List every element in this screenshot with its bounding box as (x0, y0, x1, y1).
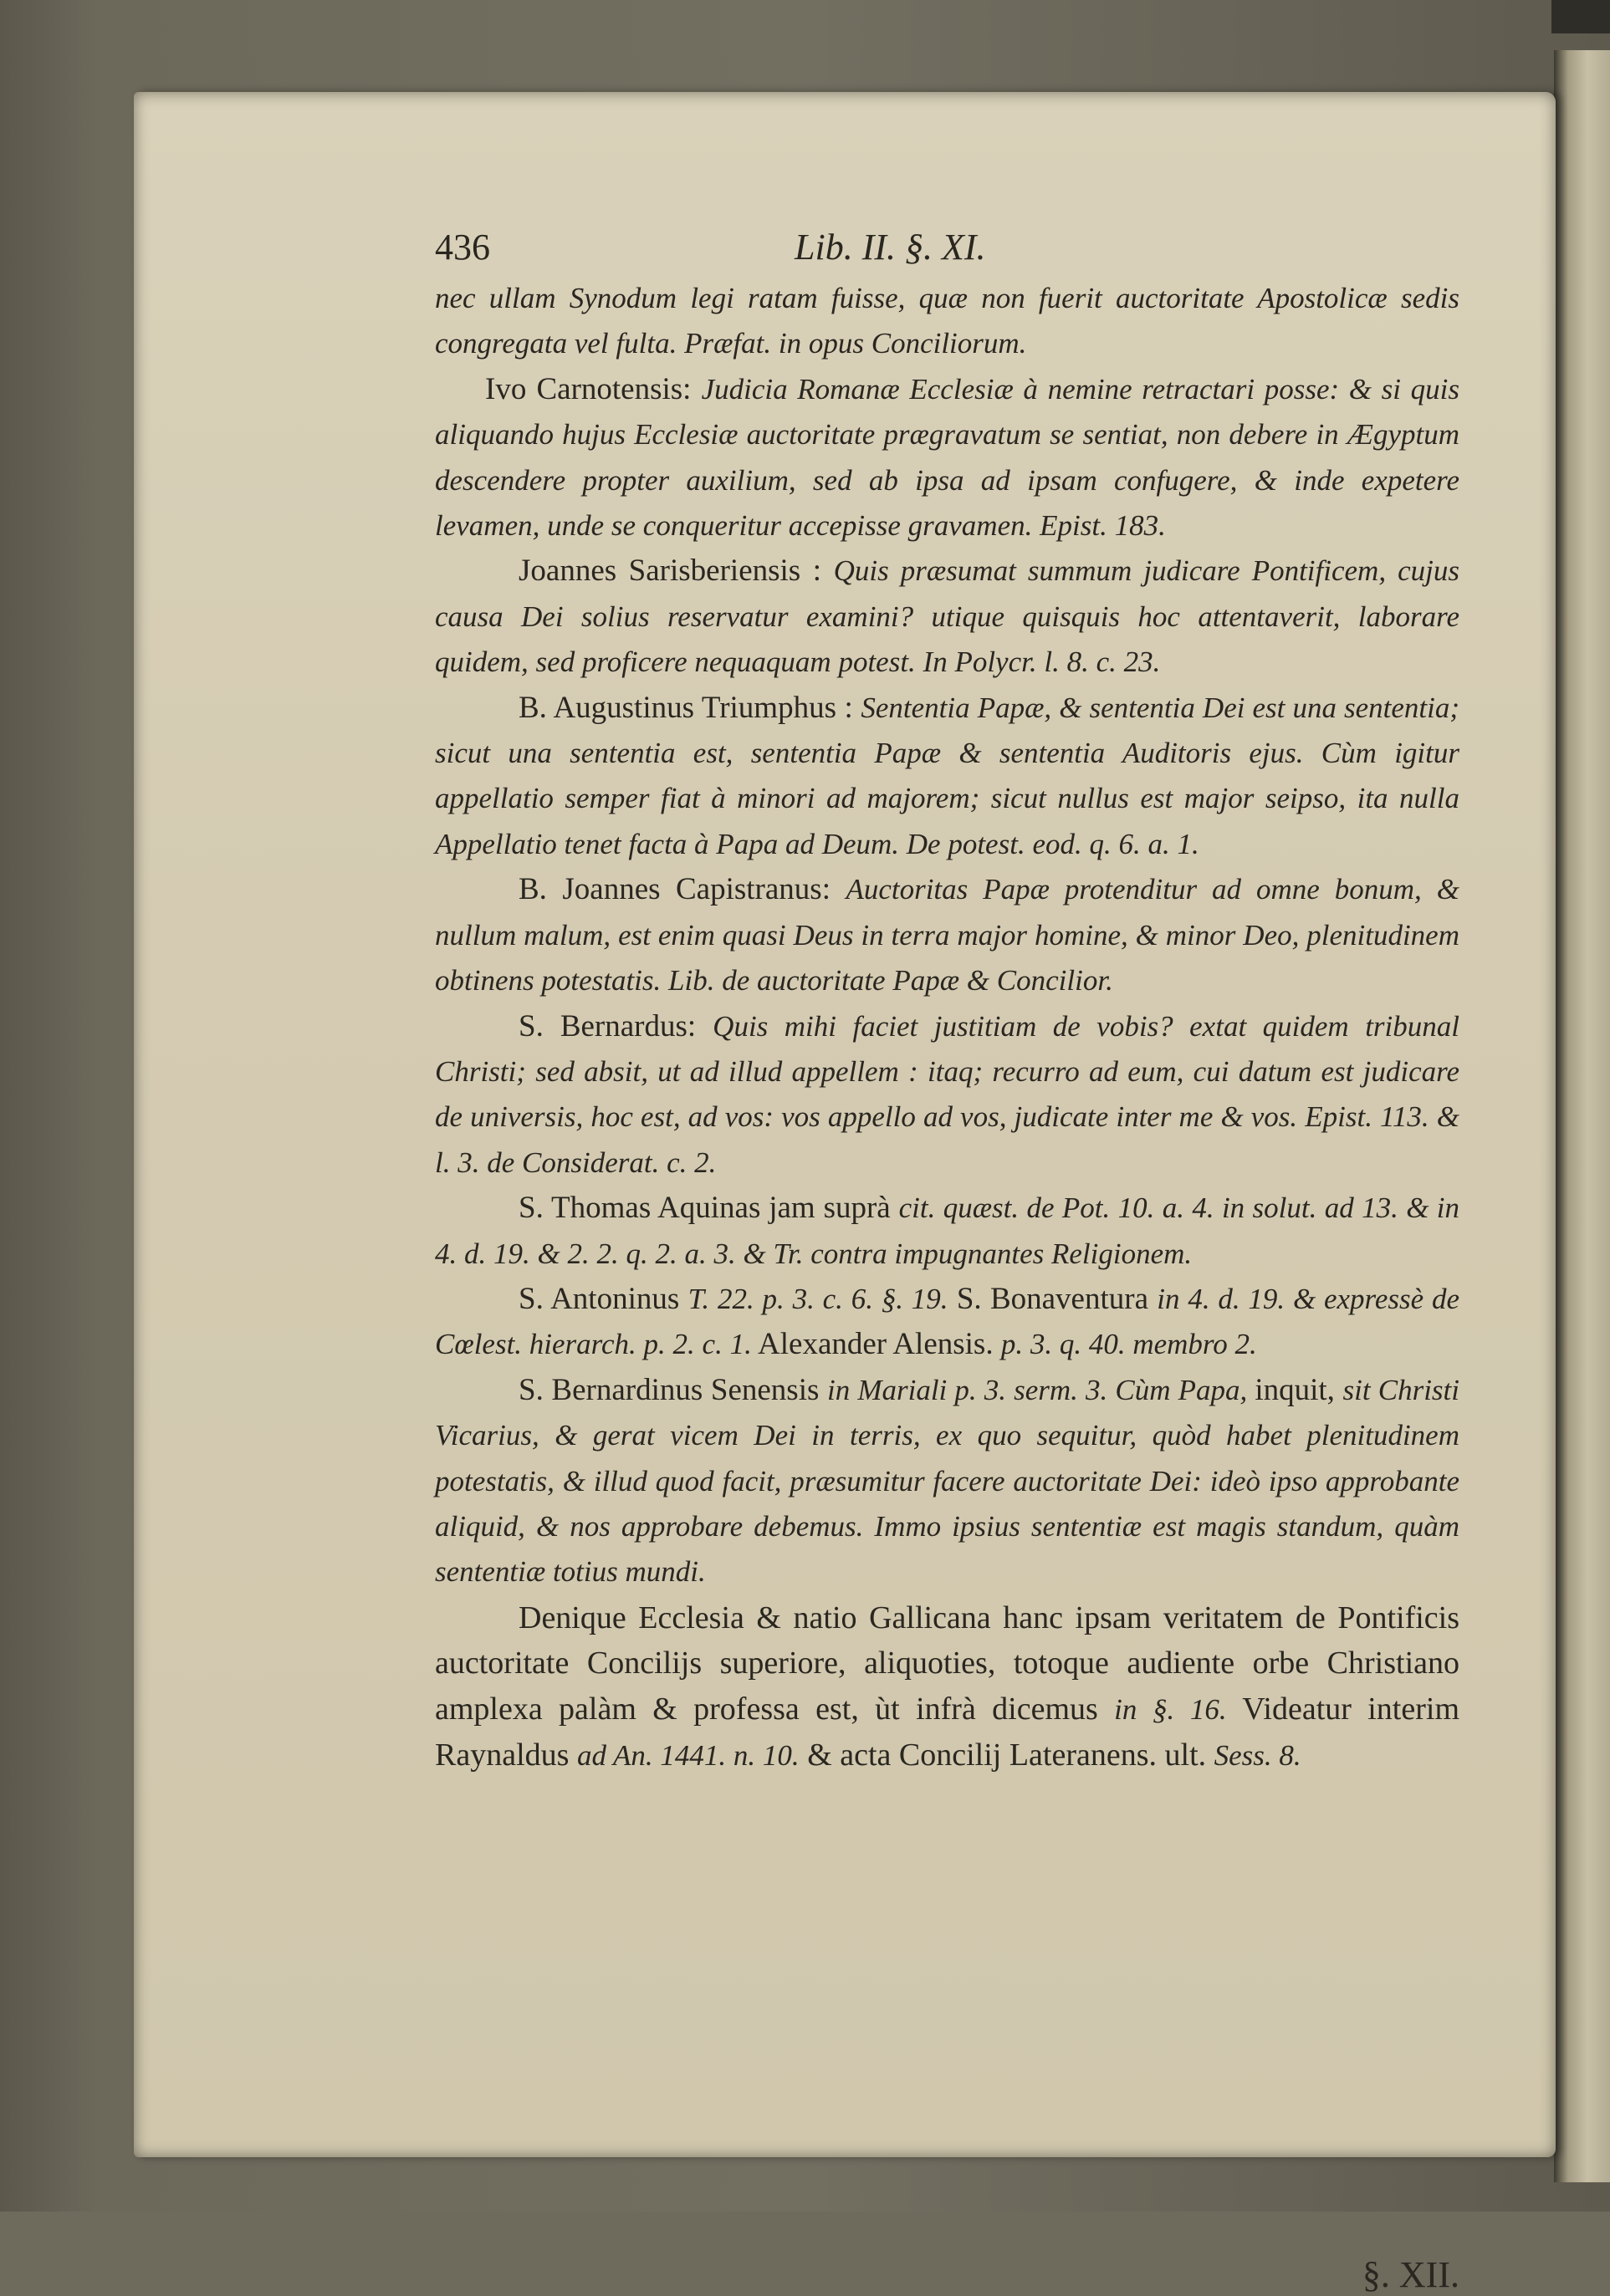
author-name: S. Bonaventura (948, 1281, 1158, 1316)
paragraph-text: Quis præsumat summum judicare Pontificem, cujus causa Dei solius reservatur examini? utique quisquis hoc attentaverit, laborare quidem, sed proficere nequaquam potest. In Polycr. l. 8. c. 23. (435, 554, 1459, 679)
paragraph-text: cit. quæst. de Pot. 10. a. 4. in solut. ad 13. & in 4. d. 19. & 2. 2. q. 2. a. 3. & Tr. contra impugnantes Religionem. (435, 1191, 1460, 1270)
author-name: S. Bernardus: (519, 1008, 713, 1043)
paragraph (435, 686, 1459, 868)
citation: Sess. 8. (1214, 1739, 1301, 1772)
paragraph-text: p. 3. q. 40. membro 2. (1000, 1328, 1257, 1361)
paragraph (435, 1004, 1459, 1186)
author-name: S. Antoninus (519, 1281, 688, 1316)
scan-corner (1551, 0, 1610, 33)
running-head (435, 226, 1459, 276)
paragraph-text: Auctoritas Papæ protenditur ad omne bonum, & nullum malum, est enim quasi Deus in terra major homine, & minor Deo, plenitudinem obtinens potestatis. Lib. de auctoritate Papæ & Concilior. (435, 873, 1459, 997)
paragraph-text: nec ullam Synodum legi ratam fuisse, quæ non fuerit auctoritate Apostolicæ sedis congregata vel fulta. Præfat. in opus Conciliorum. (435, 282, 1459, 360)
paragraph-text: Judicia Romanæ Ecclesiæ à nemine retractari posse: & si quis aliquando hujus Ecclesiæ auctoritate prægravatum se sentiat, non debere in Ægyptum descendere propter auxilium, sed ab ipsa ad ipsam confugere, & inde expetere levamen, unde se conqueritur accepisse gravamen. Epist. 183. (435, 372, 1459, 543)
author-name: Ivo Carnotensis: (485, 371, 702, 406)
paragraph-text: Sententia Papæ, & sententia Dei est una sententia; sicut una sententia est, sententia Papæ & sententia Auditoris ejus. Cùm igitur appellatio semper fiat à minori ad majorem; sicut nullus est major seipso, ita nulla Appellatio tenet facta à Papa ad Deum. De potest. eod. q. 6. a. 1. (435, 691, 1460, 860)
running-title: Lib. II. §. XI. (795, 227, 986, 268)
paragraph (435, 1595, 1459, 1779)
paragraph-text: in 4. d. 19. & expressè de Cœlest. hierarch. p. 2. c. 1. (435, 1282, 1460, 1361)
page-content (435, 226, 1460, 2295)
inline-word: inquit, (1255, 1372, 1343, 1407)
paragraph-text: T. 22. p. 3. c. 6. §. 19. (687, 1282, 948, 1315)
citation: ad An. 1441. n. 10. (576, 1739, 800, 1772)
citation: in §. 16. (1114, 1692, 1227, 1726)
catchword: §. XII. (1362, 2254, 1459, 2295)
paragraph-text: Denique Ecclesia & natio Gallicana hanc ipsam veritatem de Pontificis auctoritate Concilijs superiore, aliquoties, totoque audiente orbe Christiano amplexa palàm & professa est, ùt infrà dicemus (435, 1600, 1459, 1727)
adjacent-page-edge (1554, 50, 1610, 2182)
paragraph (435, 367, 1459, 549)
author-name: B. Augustinus Triumphus : (519, 690, 861, 725)
paragraph (435, 1368, 1459, 1595)
author-name: B. Joannes Capistranus: (519, 872, 846, 907)
paragraph-text: in Mariali p. 3. serm. 3. Cùm Papa, (827, 1373, 1255, 1406)
paragraph (435, 1277, 1459, 1368)
paragraph-text: sit Christi Vicarius, & gerat vicem Dei in terris, ex quo sequitur, quòd habet plenitudinem potestatis, & illud quod facit, præsumitur facere auctoritate Dei: ideò ipso approbante aliquid, & nos approbare debemus. Immo ipsius sententiæ est magis standum, quàm sententiæ totius mundi. (435, 1373, 1459, 1589)
paragraph-text: & acta Concilij Lateranens. ult. (799, 1737, 1214, 1773)
paragraph-text: Videatur interim Raynaldus (435, 1691, 1459, 1773)
author-name: S. Bernardinus Senensis (519, 1372, 827, 1407)
paragraph (435, 867, 1459, 1003)
paragraph (435, 548, 1459, 685)
author-name: Joannes Sarisberiensis : (519, 554, 834, 589)
page-number: 436 (435, 227, 490, 268)
author-name: Alexander Alensis. (751, 1327, 1001, 1362)
paragraph (435, 1186, 1459, 1277)
author-name: S. Thomas Aquinas jam suprà (519, 1191, 899, 1226)
paragraph-text: Quis mihi faciet justitiam de vobis? extat quidem tribunal Christi; sed absit, ut ad illud appellem : itaq; recurro ad eum, cui datum est judicare de universis, hoc est, ad vos: vos appello ad vos, judicate inter me & vos. Epist. 113. & l. 3. de Considerat. c. 2. (435, 1009, 1459, 1179)
paragraph (435, 276, 1459, 367)
